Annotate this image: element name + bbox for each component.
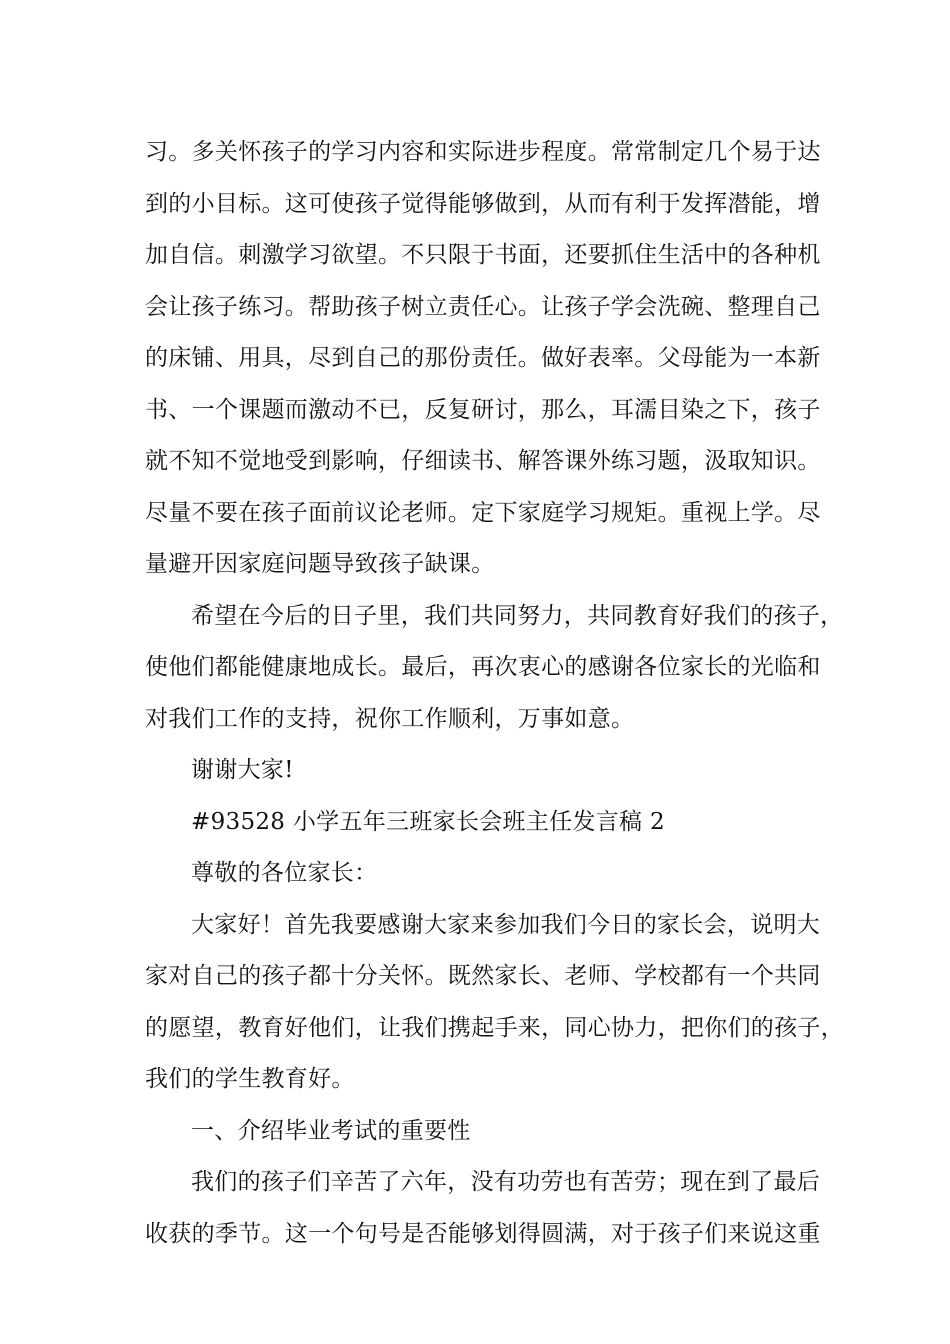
text-line: 加自信。刺激学习欲望。不只限于书面，还要抓住生活中的各种机: [145, 242, 821, 268]
text-line: 量避开因家庭问题导致孩子缺课。: [145, 551, 495, 577]
paragraph-first-line: 我们的孩子们辛苦了六年，没有功劳也有苦劳；现在到了最后: [191, 1169, 821, 1195]
document-body: [145, 127, 844, 1260]
text-line: 对我们工作的支持，祝你工作顺利，万事如意。: [145, 705, 635, 732]
text-line: 的床铺、用具，尽到自己的那份责任。做好表率。父母能为一本新: [145, 345, 821, 371]
subheading: 一、介绍毕业考试的重要性: [191, 1117, 471, 1144]
text-line: 家对自己的孩子都十分关怀。既然家长、老师、学校都有一个共同: [145, 963, 821, 989]
text-line: 收获的季节。这一个句号是否能够划得圆满，对于孩子们来说这重: [145, 1220, 821, 1247]
paragraph-first-line: 大家好！首先我要感谢大家来参加我们今日的家长会，说明大: [191, 911, 821, 938]
text-line: 使他们都能健康地成长。最后，再次衷心的感谢各位家长的光临和: [145, 654, 821, 680]
text-line: 书、一个课题而激动不已，反复研讨，那么，耳濡目染之下，孩子: [145, 396, 821, 423]
text-line: 的愿望，教育好他们，让我们携起手来，同心协力，把你们的孩子，: [145, 1014, 844, 1041]
thanks-line: 谢谢大家!: [191, 757, 294, 783]
text-line: 习。多关怀孩子的学习内容和实际进步程度。常常制定几个易于达: [145, 139, 821, 165]
section-title: #93528 小学五年三班家长会班主任发言稿 2: [191, 808, 665, 835]
text-line: 到的小目标。这可使孩子觉得能够做到，从而有利于发挥潜能，增: [145, 190, 821, 217]
text-line: 就不知不觉地受到影响，仔细读书、解答课外练习题，汲取知识。: [145, 448, 821, 474]
text-line: 我们的学生教育好。: [145, 1066, 355, 1092]
text-line: 尽量不要在孩子面前议论老师。定下家庭学习规矩。重视上学。尽: [145, 499, 821, 526]
text-line: 会让孩子练习。帮助孩子树立责任心。让孩子学会洗碗、整理自己: [145, 293, 821, 320]
salutation: 尊敬的各位家长：: [191, 860, 378, 886]
paragraph-first-line: 希望在今后的日子里，我们共同努力，共同教育好我们的孩子，: [191, 602, 844, 629]
